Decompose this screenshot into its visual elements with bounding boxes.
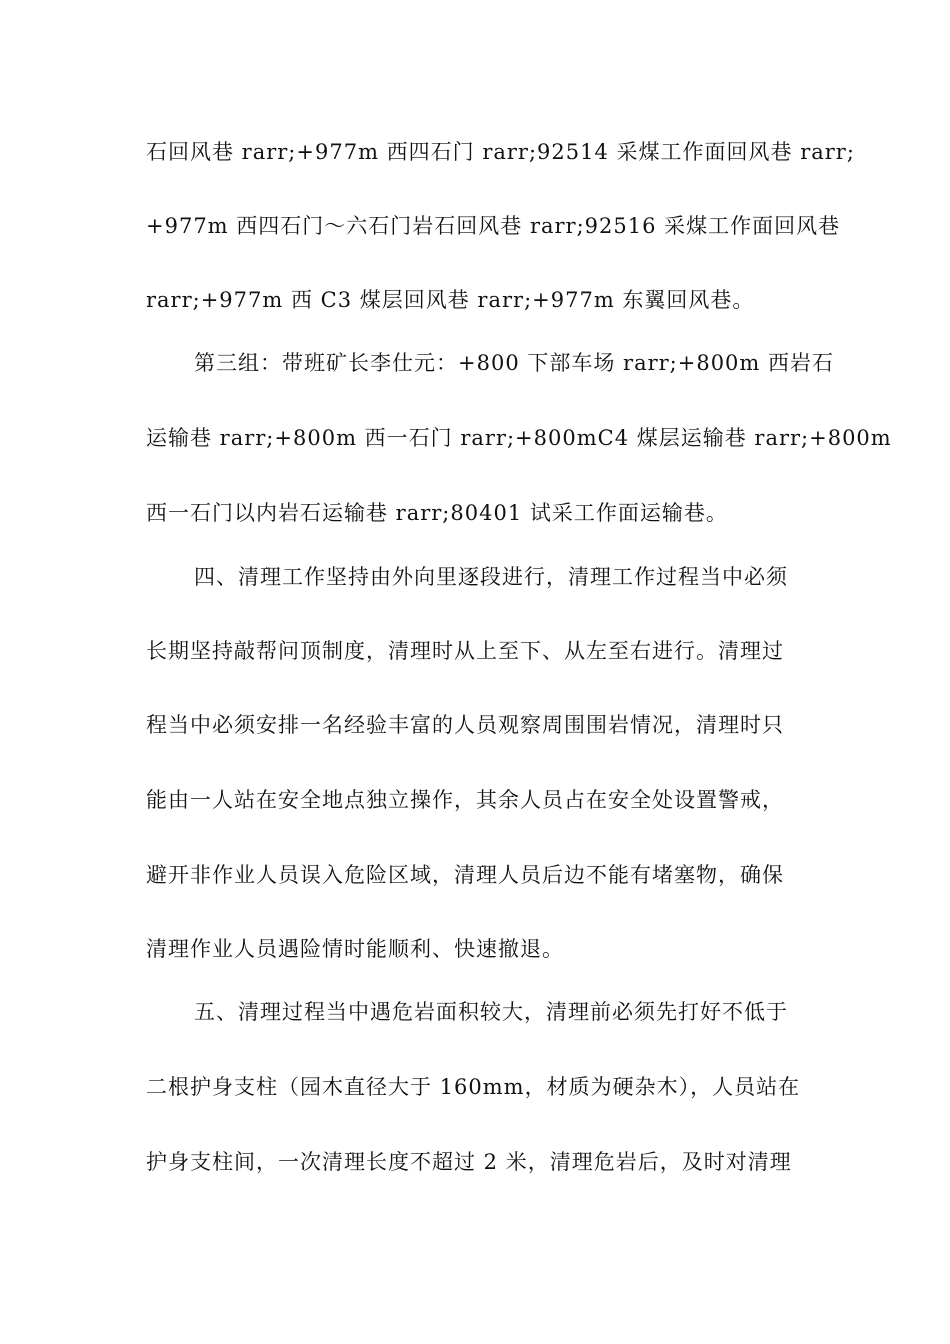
text-line: 西一石门以内岩石运输巷 rarr;80401 试采工作面运输巷。 (146, 501, 728, 525)
text-line: 五、清理过程当中遇危岩面积较大，清理前必须先打好不低于 (194, 1000, 788, 1024)
text-line: rarr;+977m 西 C3 煤层回风巷 rarr;+977m 东翼回风巷。 (146, 288, 755, 312)
text-line: 四、清理工作坚持由外向里逐段进行，清理工作过程当中必须 (194, 565, 788, 589)
text-line: 清理作业人员遇险情时能顺利、快速撤退。 (146, 937, 564, 961)
text-line: 二根护身支柱（园木直径大于 160mm，材质为硬杂木），人员站在 (146, 1075, 801, 1099)
text-line: 程当中必须安排一名经验丰富的人员观察周围围岩情况，清理时只 (146, 713, 784, 737)
text-line: 第三组：带班矿长李仕元：+800 下部车场 rarr;+800m 西岩石 (194, 351, 835, 375)
text-line: 石回风巷 rarr;+977m 西四石门 rarr;92514 采煤工作面回风巷 rarr; (146, 140, 855, 164)
text-line: 护身支柱间，一次清理长度不超过 2 米，清理危岩后，及时对清理 (146, 1150, 792, 1174)
text-line: 避开非作业人员误入危险区域，清理人员后边不能有堵塞物，确保 (146, 863, 784, 887)
text-line: 能由一人站在安全地点独立操作，其余人员占在安全处设置警戒， (146, 788, 784, 812)
text-line: 长期坚持敲帮问顶制度，清理时从上至下、从左至右进行。清理过 (146, 639, 784, 663)
text-line: 运输巷 rarr;+800m 西一石门 rarr;+800mC4 煤层运输巷 rarr;+800m (146, 426, 892, 450)
text-line: +977m 西四石门～六石门岩石回风巷 rarr;92516 采煤工作面回风巷 (146, 214, 841, 238)
